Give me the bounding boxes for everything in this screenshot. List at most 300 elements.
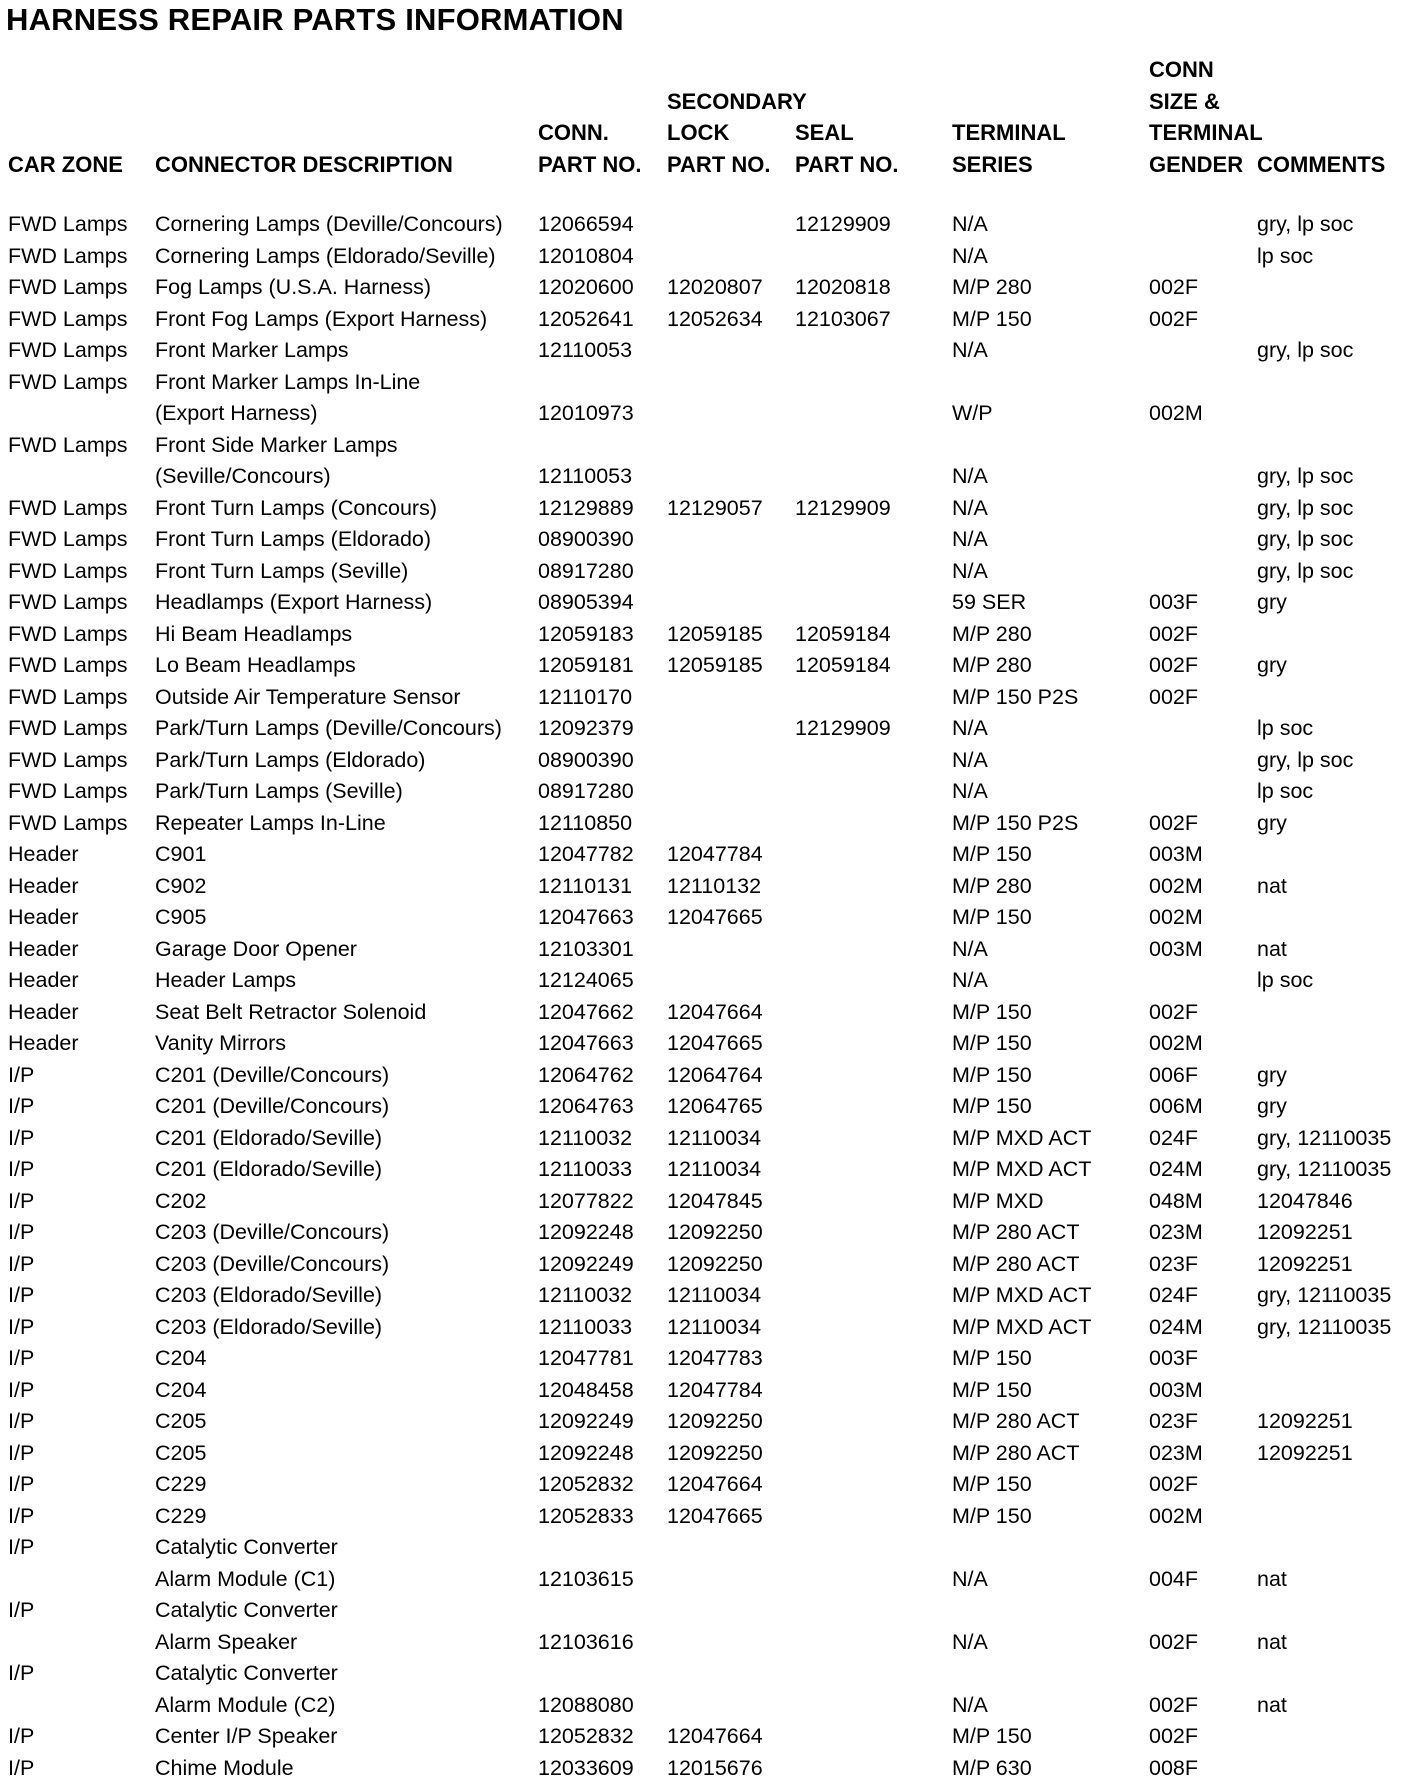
terminal-series-cell: M/P MXD xyxy=(952,1186,1044,1218)
connector-description-cell xyxy=(155,713,502,745)
conn-size-gender-cell: 023F xyxy=(1149,1249,1198,1281)
table-row xyxy=(0,713,1408,745)
terminal-series-cell: M/P 280 xyxy=(952,871,1032,903)
car-zone-cell: I/P xyxy=(8,1753,34,1784)
conn-size-gender-cell: 002F xyxy=(1149,650,1198,682)
table-row xyxy=(0,1753,1408,1784)
secondary-lock-part-no-cell: 12064764 xyxy=(667,1060,763,1092)
header-terminal-series xyxy=(952,50,1066,180)
terminal-series-cell: M/P 150 P2S xyxy=(952,808,1078,840)
conn-part-no-cell: 12110032 xyxy=(538,1123,632,1155)
conn-part-no-cell: 12103301 xyxy=(538,934,634,966)
conn-size-gender-cell: 002F xyxy=(1149,619,1198,651)
comments-cell: lp soc xyxy=(1257,776,1313,808)
car-zone-cell: I/P xyxy=(8,1375,34,1407)
header-line: PART NO. xyxy=(795,149,898,181)
conn-size-gender-cell: 002F xyxy=(1149,272,1198,304)
car-zone-cell: FWD Lamps xyxy=(8,713,127,745)
terminal-series-cell: N/A xyxy=(952,1690,988,1722)
description-line: C201 (Eldorado/Seville) xyxy=(155,1154,382,1186)
description-line: C901 xyxy=(155,839,206,871)
conn-part-no-cell: 12103616 xyxy=(538,1627,634,1659)
car-zone-cell: Header xyxy=(8,1028,79,1060)
seal-part-no-cell: 12129909 xyxy=(795,493,891,525)
description-line: Catalytic Converter xyxy=(155,1658,338,1690)
connector-description-cell xyxy=(155,335,349,367)
car-zone-cell: I/P xyxy=(8,1343,34,1375)
table-row xyxy=(0,871,1408,903)
secondary-lock-part-no-cell: 12110034 xyxy=(667,1154,761,1186)
comments-cell: 12092251 xyxy=(1257,1406,1353,1438)
car-zone-cell: I/P xyxy=(8,1186,34,1218)
terminal-series-cell: M/P 150 xyxy=(952,1501,1032,1533)
description-line: C229 xyxy=(155,1469,206,1501)
conn-size-gender-cell: 024M xyxy=(1149,1312,1203,1344)
comments-cell: gry xyxy=(1257,1060,1287,1092)
table-row xyxy=(0,209,1408,241)
terminal-series-cell: M/P 150 xyxy=(952,1091,1032,1123)
comments-cell: gry, lp soc xyxy=(1257,745,1353,777)
header-line: GENDER xyxy=(1149,149,1263,181)
conn-part-no-cell: 08905394 xyxy=(538,587,634,619)
seal-part-no-cell: 12129909 xyxy=(795,713,891,745)
connector-description-cell xyxy=(155,902,206,934)
description-line: C201 (Deville/Concours) xyxy=(155,1091,389,1123)
terminal-series-cell: M/P 150 xyxy=(952,997,1032,1029)
conn-size-gender-cell: 008F xyxy=(1149,1753,1198,1784)
conn-size-gender-cell: 003F xyxy=(1149,587,1198,619)
description-line: Seat Belt Retractor Solenoid xyxy=(155,997,426,1029)
conn-part-no-cell: 12052832 xyxy=(538,1721,634,1753)
terminal-series-cell: M/P 150 xyxy=(952,902,1032,934)
secondary-lock-part-no-cell: 12047784 xyxy=(667,839,763,871)
description-line: C902 xyxy=(155,871,206,903)
conn-part-no-cell: 12110033 xyxy=(538,1312,632,1344)
car-zone-cell: FWD Lamps xyxy=(8,241,127,273)
table-row xyxy=(0,1438,1408,1470)
connector-description-cell xyxy=(155,682,461,714)
car-zone-cell: I/P xyxy=(8,1154,34,1186)
car-zone-cell: FWD Lamps xyxy=(8,556,127,588)
conn-part-no-cell: 12059183 xyxy=(538,619,634,651)
connector-description-cell xyxy=(155,1658,338,1721)
car-zone-cell: Header xyxy=(8,839,79,871)
connector-description-cell xyxy=(155,493,437,525)
comments-cell: nat xyxy=(1257,1627,1287,1659)
table-row xyxy=(0,241,1408,273)
table-row xyxy=(0,1406,1408,1438)
conn-part-no-cell: 12047662 xyxy=(538,997,634,1029)
conn-size-gender-cell: 002M xyxy=(1149,1501,1203,1533)
description-line: Cornering Lamps (Deville/Concours) xyxy=(155,209,503,241)
secondary-lock-part-no-cell: 12092250 xyxy=(667,1217,763,1249)
connector-description-cell xyxy=(155,1469,206,1501)
car-zone-cell: I/P xyxy=(8,1406,34,1438)
comments-cell: gry, 12110035 xyxy=(1257,1312,1391,1344)
connector-description-cell xyxy=(155,1375,206,1407)
table-row xyxy=(0,1375,1408,1407)
conn-part-no-cell: 12048458 xyxy=(538,1375,634,1407)
secondary-lock-part-no-cell: 12047664 xyxy=(667,1721,763,1753)
secondary-lock-part-no-cell: 12092250 xyxy=(667,1249,763,1281)
header-seal-part-no xyxy=(795,50,898,180)
table-row xyxy=(0,682,1408,714)
conn-part-no-cell: 12110033 xyxy=(538,1154,632,1186)
connector-description-cell xyxy=(155,1154,382,1186)
car-zone-cell: FWD Lamps xyxy=(8,430,127,462)
secondary-lock-part-no-cell: 12110132 xyxy=(667,871,761,903)
table-row xyxy=(0,650,1408,682)
terminal-series-cell: N/A xyxy=(952,209,988,241)
car-zone-cell: I/P xyxy=(8,1469,34,1501)
terminal-series-cell: M/P 630 xyxy=(952,1753,1032,1784)
secondary-lock-part-no-cell: 12110034 xyxy=(667,1312,761,1344)
seal-part-no-cell: 12129909 xyxy=(795,209,891,241)
description-line: Park/Turn Lamps (Seville) xyxy=(155,776,403,808)
terminal-series-cell: M/P 150 P2S xyxy=(952,682,1078,714)
connector-description-cell xyxy=(155,650,356,682)
conn-size-gender-cell: 003M xyxy=(1149,839,1203,871)
conn-part-no-cell: 12066594 xyxy=(538,209,634,241)
secondary-lock-part-no-cell: 12020807 xyxy=(667,272,763,304)
description-line: Catalytic Converter xyxy=(155,1532,338,1564)
description-line: Vanity Mirrors xyxy=(155,1028,286,1060)
connector-description-cell xyxy=(155,1217,389,1249)
connector-description-cell xyxy=(155,1406,206,1438)
connector-description-cell xyxy=(155,839,206,871)
description-line: Hi Beam Headlamps xyxy=(155,619,352,651)
conn-part-no-cell: 12124065 xyxy=(538,965,634,997)
table-row xyxy=(0,839,1408,871)
conn-part-no-cell: 12052641 xyxy=(538,304,634,336)
table-row xyxy=(0,1249,1408,1281)
comments-cell: nat xyxy=(1257,1564,1287,1596)
terminal-series-cell: N/A xyxy=(952,556,988,588)
description-line: Alarm Speaker xyxy=(155,1627,338,1659)
car-zone-cell: Header xyxy=(8,871,79,903)
conn-part-no-cell: 12110053 xyxy=(538,335,632,367)
description-line: Park/Turn Lamps (Deville/Concours) xyxy=(155,713,502,745)
car-zone-cell: I/P xyxy=(8,1249,34,1281)
conn-size-gender-cell: 003F xyxy=(1149,1343,1198,1375)
conn-part-no-cell: 08900390 xyxy=(538,745,634,777)
header-line: COMMENTS xyxy=(1257,149,1385,181)
conn-size-gender-cell: 023F xyxy=(1149,1406,1198,1438)
car-zone-cell: FWD Lamps xyxy=(8,619,127,651)
description-line: Chime Module xyxy=(155,1753,294,1784)
terminal-series-cell: N/A xyxy=(952,461,988,493)
conn-size-gender-cell: 004F xyxy=(1149,1564,1198,1596)
secondary-lock-part-no-cell: 12092250 xyxy=(667,1406,763,1438)
car-zone-cell: I/P xyxy=(8,1721,34,1753)
header-conn-part-no xyxy=(538,50,641,180)
table-row xyxy=(0,430,1408,493)
conn-part-no-cell: 12033609 xyxy=(538,1753,634,1784)
table-row xyxy=(0,745,1408,777)
terminal-series-cell: 59 SER xyxy=(952,587,1026,619)
description-line: Front Fog Lamps (Export Harness) xyxy=(155,304,487,336)
conn-size-gender-cell: 002M xyxy=(1149,398,1203,430)
car-zone-cell: I/P xyxy=(8,1091,34,1123)
terminal-series-cell: M/P 280 ACT xyxy=(952,1406,1079,1438)
table-row xyxy=(0,304,1408,336)
table-row xyxy=(0,367,1408,430)
table-row xyxy=(0,1217,1408,1249)
description-line: Front Turn Lamps (Concours) xyxy=(155,493,437,525)
description-line: Alarm Module (C2) xyxy=(155,1690,338,1722)
secondary-lock-part-no-cell: 12015676 xyxy=(667,1753,763,1784)
header-line: CONN xyxy=(1149,54,1263,86)
secondary-lock-part-no-cell: 12047665 xyxy=(667,902,763,934)
description-line: C229 xyxy=(155,1501,206,1533)
description-line: Lo Beam Headlamps xyxy=(155,650,356,682)
table-row xyxy=(0,902,1408,934)
description-line: Front Marker Lamps xyxy=(155,335,349,367)
terminal-series-cell: N/A xyxy=(952,776,988,808)
conn-size-gender-cell: 002F xyxy=(1149,1469,1198,1501)
terminal-series-cell: N/A xyxy=(952,335,988,367)
secondary-lock-part-no-cell: 12110034 xyxy=(667,1280,761,1312)
terminal-series-cell: M/P 150 xyxy=(952,1343,1032,1375)
connector-description-cell xyxy=(155,1438,206,1470)
car-zone-cell: FWD Lamps xyxy=(8,682,127,714)
table-row xyxy=(0,934,1408,966)
description-line: Header Lamps xyxy=(155,965,296,997)
description-line: Front Marker Lamps In-Line xyxy=(155,367,420,399)
car-zone-cell: FWD Lamps xyxy=(8,745,127,777)
table-row xyxy=(0,587,1408,619)
connector-description-cell xyxy=(155,1532,338,1595)
conn-size-gender-cell: 002F xyxy=(1149,1627,1198,1659)
conn-size-gender-cell: 024F xyxy=(1149,1280,1198,1312)
comments-cell: gry, lp soc xyxy=(1257,209,1353,241)
connector-description-cell xyxy=(155,1280,382,1312)
connector-description-cell xyxy=(155,934,357,966)
header-line: PART NO. xyxy=(538,149,641,181)
car-zone-cell: Header xyxy=(8,934,79,966)
terminal-series-cell: M/P 150 xyxy=(952,1375,1032,1407)
description-line: Cornering Lamps (Eldorado/Seville) xyxy=(155,241,496,273)
connector-description-cell xyxy=(155,1595,338,1658)
secondary-lock-part-no-cell: 12047845 xyxy=(667,1186,763,1218)
table-row xyxy=(0,808,1408,840)
terminal-series-cell: M/P 280 xyxy=(952,650,1032,682)
header-car-zone xyxy=(8,50,123,180)
connector-description-cell xyxy=(155,776,403,808)
conn-size-gender-cell: 002F xyxy=(1149,1690,1198,1722)
car-zone-cell: I/P xyxy=(8,1280,34,1312)
connector-description-cell xyxy=(155,241,496,273)
conn-part-no-cell: 12064762 xyxy=(538,1060,634,1092)
connector-description-cell xyxy=(155,556,408,588)
car-zone-cell: FWD Lamps xyxy=(8,209,127,241)
comments-cell: lp soc xyxy=(1257,713,1313,745)
conn-part-no-cell: 12010804 xyxy=(538,241,634,273)
connector-description-cell xyxy=(155,209,503,241)
description-line: Repeater Lamps In-Line xyxy=(155,808,386,840)
description-line: Fog Lamps (U.S.A. Harness) xyxy=(155,272,431,304)
table-row xyxy=(0,1312,1408,1344)
connector-description-cell xyxy=(155,965,296,997)
conn-part-no-cell: 12059181 xyxy=(538,650,634,682)
connector-description-cell xyxy=(155,1721,337,1753)
table-row xyxy=(0,1595,1408,1658)
description-line: C201 (Deville/Concours) xyxy=(155,1060,389,1092)
car-zone-cell: I/P xyxy=(8,1438,34,1470)
comments-cell: gry, lp soc xyxy=(1257,556,1353,588)
conn-size-gender-cell: 002F xyxy=(1149,1721,1198,1753)
table-row xyxy=(0,1091,1408,1123)
conn-size-gender-cell: 002F xyxy=(1149,808,1198,840)
conn-size-gender-cell: 023M xyxy=(1149,1217,1203,1249)
car-zone-cell: FWD Lamps xyxy=(8,808,127,840)
description-line: C203 (Eldorado/Seville) xyxy=(155,1312,382,1344)
secondary-lock-part-no-cell: 12064765 xyxy=(667,1091,763,1123)
table-row xyxy=(0,1658,1408,1721)
description-line: Outside Air Temperature Sensor xyxy=(155,682,461,714)
terminal-series-cell: M/P 150 xyxy=(952,1721,1032,1753)
comments-cell: 12092251 xyxy=(1257,1249,1353,1281)
connector-description-cell xyxy=(155,1343,206,1375)
conn-part-no-cell: 12064763 xyxy=(538,1091,634,1123)
conn-part-no-cell: 08917280 xyxy=(538,776,634,808)
conn-size-gender-cell: 002F xyxy=(1149,682,1198,714)
secondary-lock-part-no-cell: 12047664 xyxy=(667,1469,763,1501)
connector-description-cell xyxy=(155,745,425,777)
terminal-series-cell: N/A xyxy=(952,965,988,997)
comments-cell: gry, 12110035 xyxy=(1257,1280,1391,1312)
terminal-series-cell: M/P 150 xyxy=(952,1469,1032,1501)
table-row xyxy=(0,272,1408,304)
conn-part-no-cell: 12047782 xyxy=(538,839,634,871)
conn-size-gender-cell: 002F xyxy=(1149,304,1198,336)
table-row xyxy=(0,335,1408,367)
seal-part-no-cell: 12059184 xyxy=(795,619,891,651)
terminal-series-cell: M/P 150 xyxy=(952,304,1032,336)
description-line: C202 xyxy=(155,1186,206,1218)
conn-part-no-cell: 12092248 xyxy=(538,1217,634,1249)
comments-cell: lp soc xyxy=(1257,241,1313,273)
terminal-series-cell: M/P 280 ACT xyxy=(952,1438,1079,1470)
table-row xyxy=(0,619,1408,651)
secondary-lock-part-no-cell: 12052634 xyxy=(667,304,763,336)
conn-part-no-cell: 12052832 xyxy=(538,1469,634,1501)
description-line: Catalytic Converter xyxy=(155,1595,338,1627)
table-row xyxy=(0,997,1408,1029)
terminal-series-cell: M/P 150 xyxy=(952,839,1032,871)
connector-description-cell xyxy=(155,1249,389,1281)
terminal-series-cell: N/A xyxy=(952,934,988,966)
table-row xyxy=(0,1343,1408,1375)
secondary-lock-part-no-cell: 12059185 xyxy=(667,650,763,682)
car-zone-cell: FWD Lamps xyxy=(8,304,127,336)
secondary-lock-part-no-cell: 12047784 xyxy=(667,1375,763,1407)
description-line: C203 (Eldorado/Seville) xyxy=(155,1280,382,1312)
conn-part-no-cell: 12110850 xyxy=(538,808,632,840)
connector-description-cell xyxy=(155,619,352,651)
comments-cell: gry, lp soc xyxy=(1257,461,1353,493)
header-line: TERMINAL xyxy=(952,117,1066,149)
header-line: SIZE & xyxy=(1149,86,1263,118)
terminal-series-cell: N/A xyxy=(952,713,988,745)
conn-size-gender-cell: 024M xyxy=(1149,1154,1203,1186)
connector-description-cell xyxy=(155,304,487,336)
terminal-series-cell: M/P 280 xyxy=(952,272,1032,304)
conn-part-no-cell: 12092249 xyxy=(538,1249,634,1281)
header-line: TERMINAL xyxy=(1149,117,1263,149)
comments-cell: gry xyxy=(1257,808,1287,840)
connector-description-cell xyxy=(155,997,426,1029)
conn-part-no-cell: 12092248 xyxy=(538,1438,634,1470)
header-line: SECONDARY xyxy=(667,86,807,118)
terminal-series-cell: M/P MXD ACT xyxy=(952,1154,1091,1186)
conn-part-no-cell: 12110053 xyxy=(538,461,632,493)
connector-description-cell xyxy=(155,871,206,903)
seal-part-no-cell: 12103067 xyxy=(795,304,891,336)
description-line: (Seville/Concours) xyxy=(155,461,398,493)
car-zone-cell: I/P xyxy=(8,1595,34,1627)
conn-size-gender-cell: 003M xyxy=(1149,934,1203,966)
table-row xyxy=(0,1501,1408,1533)
table-row xyxy=(0,1469,1408,1501)
comments-cell: nat xyxy=(1257,934,1287,966)
table-row xyxy=(0,1154,1408,1186)
comments-cell: gry xyxy=(1257,1091,1287,1123)
conn-part-no-cell: 12110131 xyxy=(538,871,632,903)
header-line: CONN. xyxy=(538,117,641,149)
table-row xyxy=(0,493,1408,525)
table-row xyxy=(0,1028,1408,1060)
connector-description-cell xyxy=(155,1060,389,1092)
terminal-series-cell: N/A xyxy=(952,745,988,777)
terminal-series-cell: N/A xyxy=(952,524,988,556)
car-zone-cell: I/P xyxy=(8,1532,34,1564)
comments-cell: gry, lp soc xyxy=(1257,335,1353,367)
secondary-lock-part-no-cell: 12110034 xyxy=(667,1123,761,1155)
table-row xyxy=(0,1280,1408,1312)
terminal-series-cell: M/P MXD ACT xyxy=(952,1280,1091,1312)
connector-description-cell xyxy=(155,367,420,430)
conn-size-gender-cell: 023M xyxy=(1149,1438,1203,1470)
terminal-series-cell: M/P 280 xyxy=(952,619,1032,651)
conn-part-no-cell: 12052833 xyxy=(538,1501,634,1533)
car-zone-cell: FWD Lamps xyxy=(8,650,127,682)
connector-description-cell xyxy=(155,430,398,493)
comments-cell: gry, lp soc xyxy=(1257,524,1353,556)
description-line: C204 xyxy=(155,1343,206,1375)
car-zone-cell: I/P xyxy=(8,1312,34,1344)
connector-description-cell xyxy=(155,1028,286,1060)
description-line: Headlamps (Export Harness) xyxy=(155,587,432,619)
comments-cell: lp soc xyxy=(1257,965,1313,997)
description-line: Front Turn Lamps (Seville) xyxy=(155,556,408,588)
conn-part-no-cell: 12010973 xyxy=(538,398,634,430)
comments-cell: nat xyxy=(1257,871,1287,903)
description-line: Front Side Marker Lamps xyxy=(155,430,398,462)
header-line: LOCK xyxy=(667,117,807,149)
comments-cell: nat xyxy=(1257,1690,1287,1722)
table-row xyxy=(0,1721,1408,1753)
secondary-lock-part-no-cell: 12047665 xyxy=(667,1501,763,1533)
description-line: (Export Harness) xyxy=(155,398,420,430)
comments-cell: gry, 12110035 xyxy=(1257,1154,1391,1186)
table-row xyxy=(0,524,1408,556)
conn-part-no-cell: 12088080 xyxy=(538,1690,634,1722)
conn-part-no-cell: 12047781 xyxy=(538,1343,634,1375)
conn-size-gender-cell: 002M xyxy=(1149,902,1203,934)
conn-part-no-cell: 12047663 xyxy=(538,902,634,934)
comments-cell: gry xyxy=(1257,587,1287,619)
